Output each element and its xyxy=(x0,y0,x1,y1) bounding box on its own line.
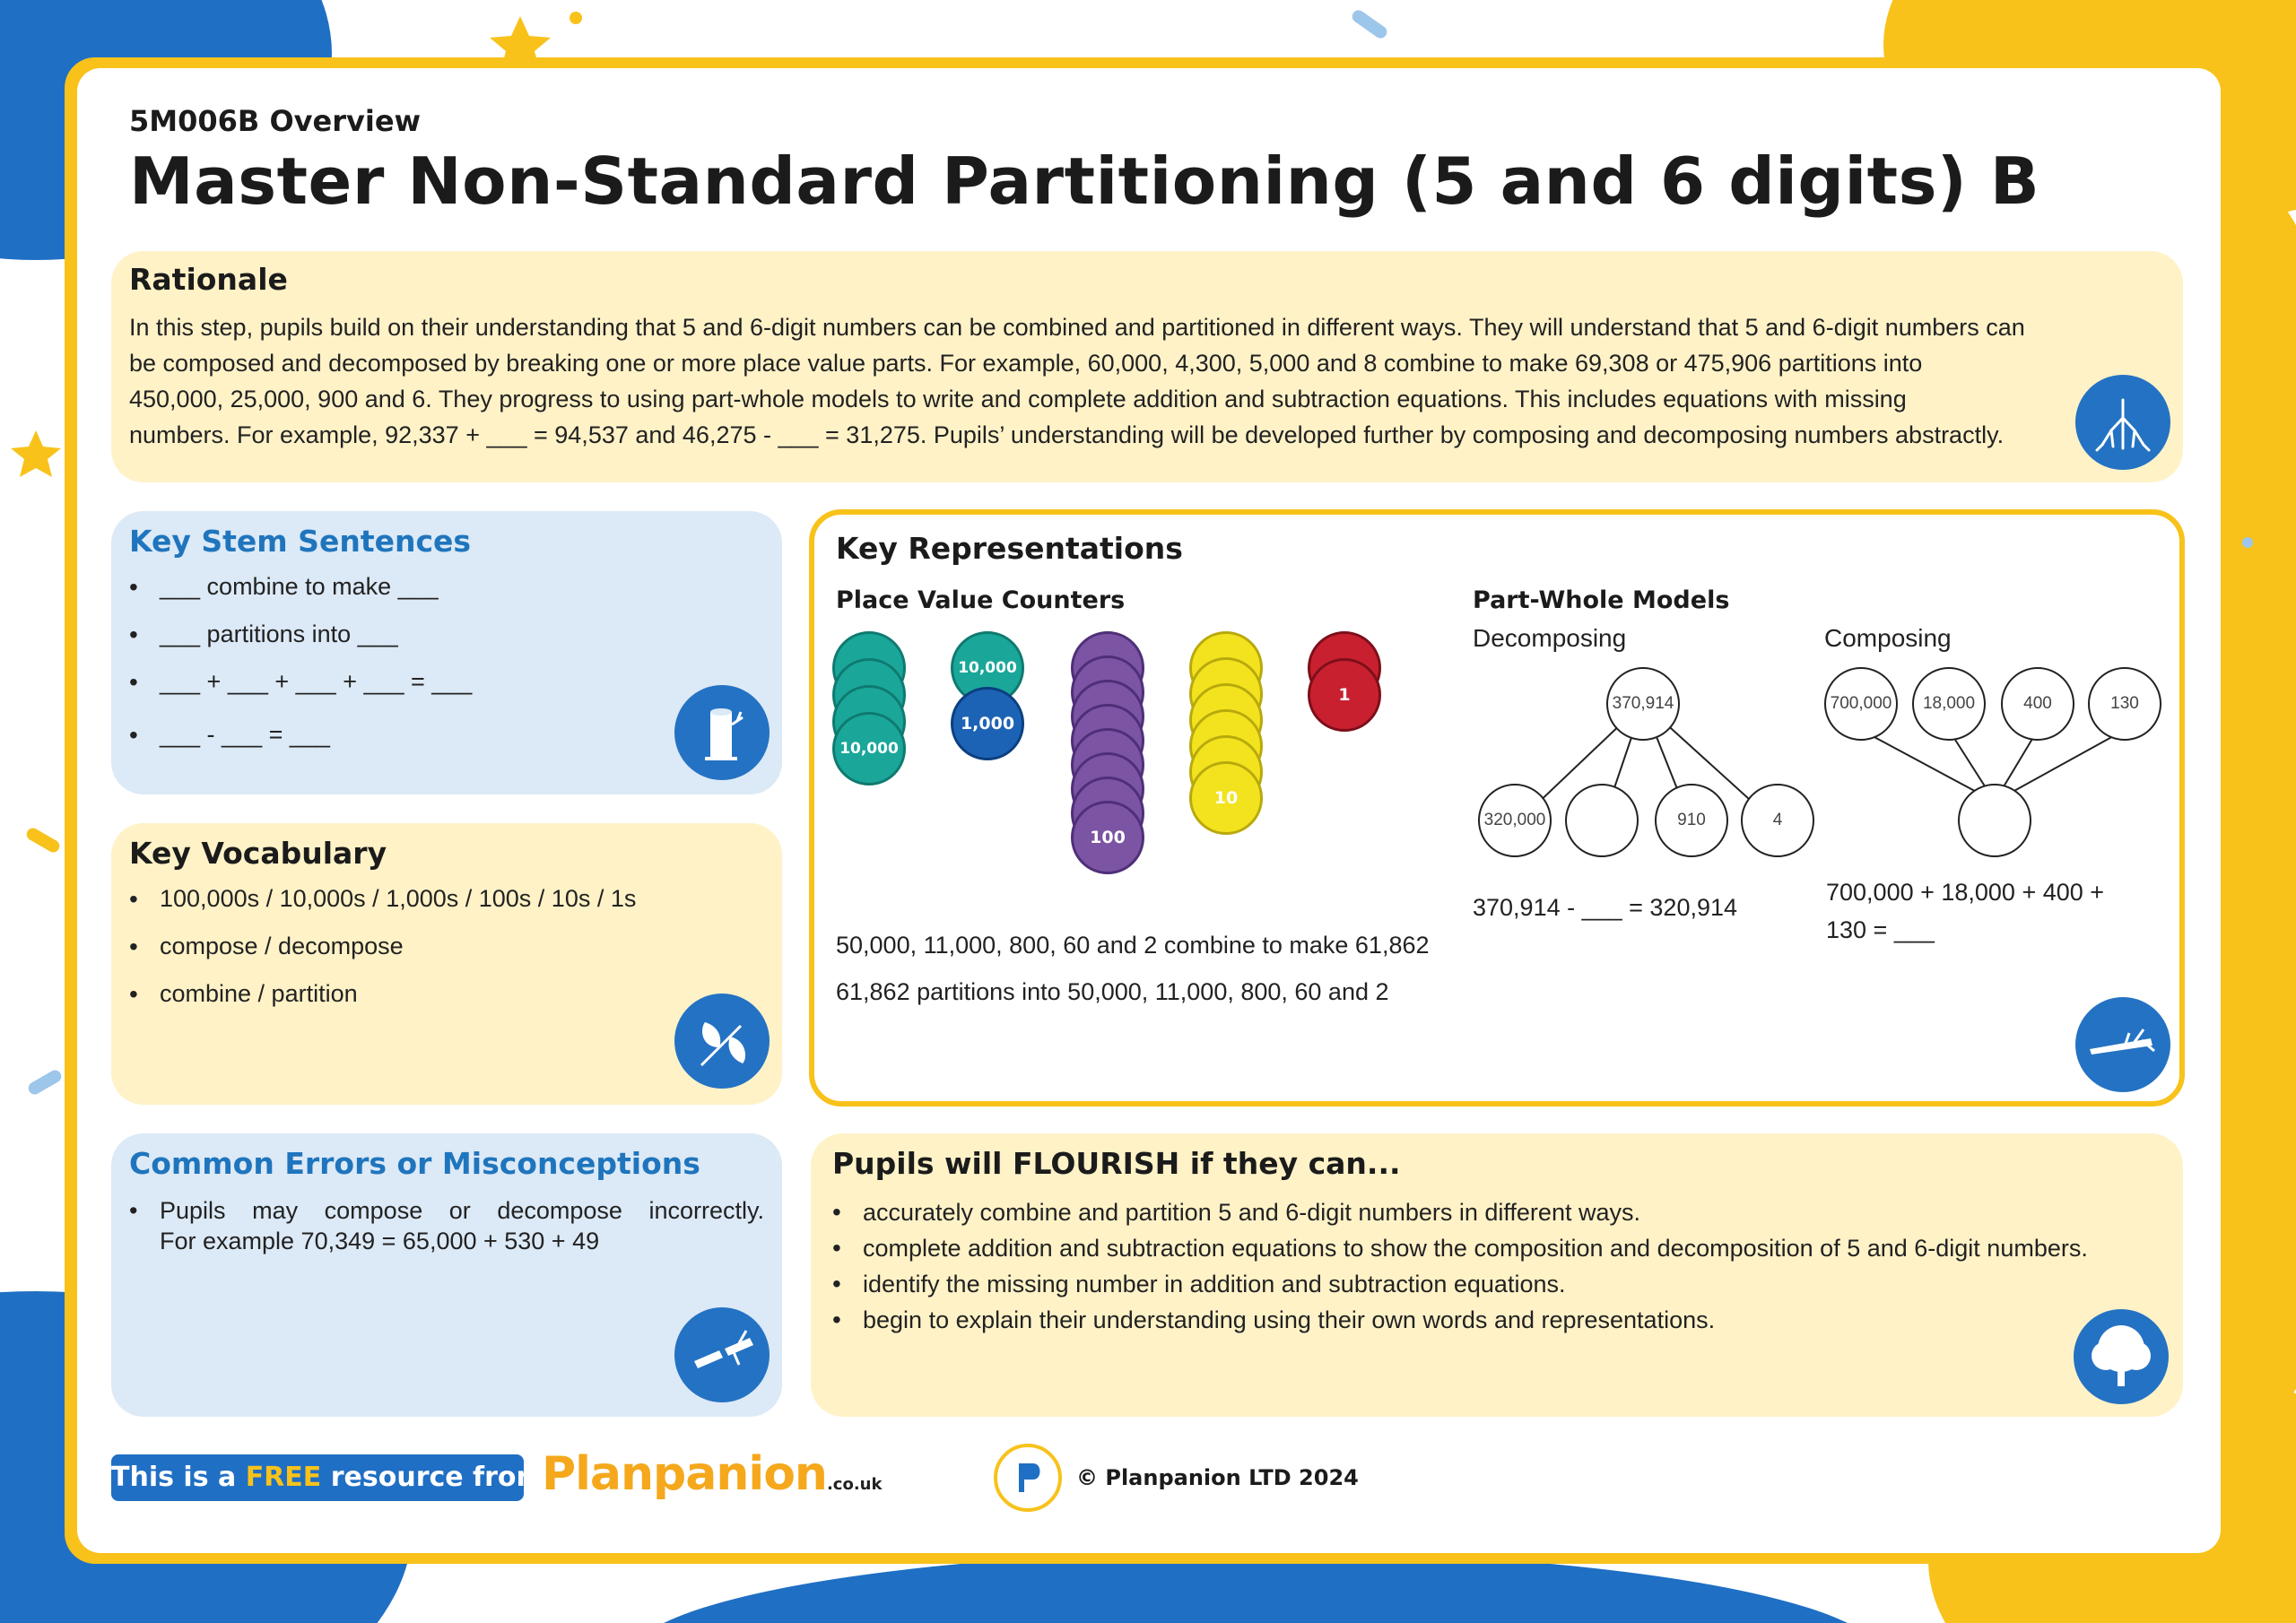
list-item: • ___ - ___ = ___ xyxy=(129,721,764,768)
errors-item: • Pupils may compose or decompose incorrectly. For example 70,349 = 65,000 + 530 + 49 xyxy=(129,1197,764,1254)
logo-suffix: .co.uk xyxy=(826,1475,883,1494)
broken-branch-icon xyxy=(674,1307,770,1402)
planpanion-badge-icon xyxy=(994,1444,1062,1512)
logo-text: Planpanion xyxy=(542,1447,827,1501)
part-whole-heading: Part-Whole Models xyxy=(1473,586,1730,614)
branch-icon xyxy=(2075,997,2170,1092)
vocabulary-panel xyxy=(111,823,782,1105)
flourish-list xyxy=(832,1197,2095,1335)
vocabulary-list xyxy=(129,885,764,1028)
composing-label: Composing xyxy=(1824,624,1952,652)
composing-equation-line: 700,000 + 18,000 + 400 + xyxy=(1826,879,2105,906)
decomposing-part-missing xyxy=(1565,784,1639,857)
decomposing-label: Decomposing xyxy=(1473,624,1627,652)
counter-ten-thousand: 10,000 xyxy=(951,631,1024,705)
counter: 10 xyxy=(1189,761,1263,835)
composing-part: 400 xyxy=(2001,667,2074,741)
list-item: • compose / decompose xyxy=(129,933,764,980)
composing-part: 130 xyxy=(2088,667,2161,741)
errors-line: Pupils may compose or decompose incorrectly. xyxy=(160,1197,764,1224)
free-resource-banner xyxy=(111,1454,544,1501)
counter-thousand: 1,000 xyxy=(951,687,1024,760)
planpanion-logo[interactable] xyxy=(542,1447,882,1501)
rationale-line: In this step, pupils build on their understanding that 5 and 6-digit numbers can be combined and partitioned in different ways. They will understand that 5 and 6-digit numbers can xyxy=(129,314,2025,341)
counter: 100 xyxy=(1071,801,1144,874)
copyright-text: © Planpanion LTD 2024 xyxy=(1076,1465,1359,1490)
list-item: • ___ + ___ + ___ + ___ = ___ xyxy=(129,668,764,721)
list-item: • identify the missing number in addition and subtraction equations. xyxy=(832,1269,2095,1299)
rationale-heading: Rationale xyxy=(129,262,288,297)
list-item: • begin to explain their understanding using their own words and representations. xyxy=(832,1305,2095,1335)
rationale-line: numbers. For example, 92,337 + ___ = 94,537 and 46,275 - ___ = 31,275. Pupils’ understanding will be developed further by composing and decomposing numbers abstractly. xyxy=(129,421,2005,448)
banner-free: FREE xyxy=(245,1462,322,1493)
leaves-icon xyxy=(674,994,770,1089)
list-item: • 100,000s / 10,000s / 1,000s / 100s / 10s / 1s xyxy=(129,885,764,933)
vocabulary-heading: Key Vocabulary xyxy=(129,836,387,871)
list-item: • complete addition and subtraction equations to show the composition and decomposition of 5 and 6-digit numbers. xyxy=(832,1233,2095,1263)
composing-part: 18,000 xyxy=(1912,667,1986,741)
composing-equation xyxy=(1826,873,2104,949)
decomposing-part: 910 xyxy=(1655,784,1728,857)
decomposing-whole: 370,914 xyxy=(1606,667,1680,741)
tree-trunk-icon xyxy=(674,685,770,780)
banner-text: This is a xyxy=(111,1462,246,1493)
list-item: • ___ combine to make ___ xyxy=(129,573,764,621)
pvc-sentence-partition: 61,862 partitions into 50,000, 11,000, 800, 60 and 2 xyxy=(836,978,1389,1005)
flourish-panel xyxy=(811,1133,2183,1417)
tree-icon xyxy=(2074,1309,2169,1404)
rationale-text xyxy=(129,309,2129,453)
counter: 10,000 xyxy=(832,712,906,785)
decomposing-part: 4 xyxy=(1741,784,1814,857)
composing-part: 700,000 xyxy=(1824,667,1898,741)
stem-sentences-list xyxy=(129,573,764,768)
errors-heading: Common Errors or Misconceptions xyxy=(129,1146,700,1181)
place-value-counters xyxy=(832,631,1406,900)
lesson-code: 5M006B Overview xyxy=(129,104,422,138)
counter: 1 xyxy=(1308,658,1381,732)
pvc-heading: Place Value Counters xyxy=(836,586,1126,614)
decomposing-equation: 370,914 - ___ = 320,914 xyxy=(1473,894,1738,921)
stem-sentences-heading: Key Stem Sentences xyxy=(129,524,472,559)
list-item: • ___ partitions into ___ xyxy=(129,621,764,668)
roots-icon xyxy=(2075,375,2170,470)
errors-line: For example 70,349 = 65,000 + 530 + 49 xyxy=(160,1228,600,1254)
representations-panel xyxy=(809,509,2185,1107)
stem-sentences-panel xyxy=(111,511,782,794)
list-item: • accurately combine and partition 5 and 6-digit numbers in different ways. xyxy=(832,1197,2095,1228)
rationale-line: be composed and decomposed by breaking one or more place value parts. For example, 60,000, 4,300, 5,000 and 8 combine to make 69,308 or 475,906 partitions into xyxy=(129,350,1923,377)
composing-equation-line: 130 = ___ xyxy=(1826,916,1935,943)
rationale-line: 450,000, 25,000, 900 and 6. They progress to using part-whole models to write and complete addition and subtraction equations. This includes equations with missing xyxy=(129,386,1907,412)
list-item: • combine / partition xyxy=(129,980,764,1028)
page-title: Master Non-Standard Partitioning (5 and 6 digits) B xyxy=(129,143,2040,219)
representations-heading: Key Representations xyxy=(836,531,1183,566)
errors-panel xyxy=(111,1133,782,1417)
flourish-heading: Pupils will FLOURISH if they can... xyxy=(832,1146,1401,1181)
rationale-panel xyxy=(111,251,2183,482)
composing-whole-missing xyxy=(1958,784,2031,857)
banner-text: resource from xyxy=(321,1462,544,1493)
pvc-sentence-combine: 50,000, 11,000, 800, 60 and 2 combine to make 61,862 xyxy=(836,932,1430,959)
decomposing-part: 320,000 xyxy=(1478,784,1552,857)
